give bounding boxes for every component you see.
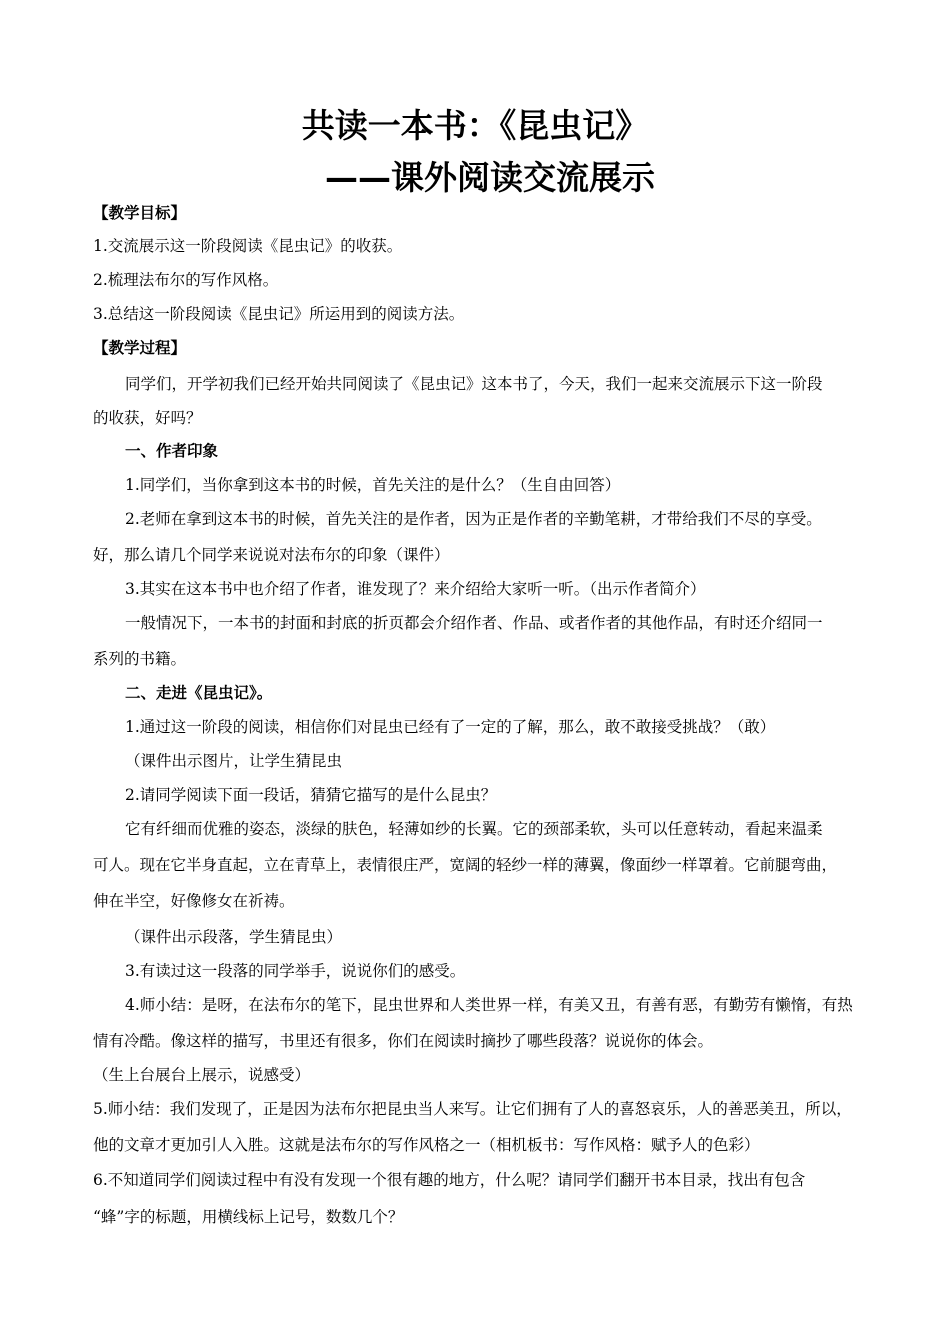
paragraph-line: 好，那么请几个同学来说说对法布尔的印象（课件）	[93, 546, 450, 564]
quote-line: 伸在半空，好像修女在祈祷。	[93, 892, 295, 910]
paragraph: 2.请同学阅读下面一段话，猜猜它描写的是什么昆虫？	[125, 786, 497, 804]
quote-line: 它有纤细而优雅的姿态，淡绿的肤色，轻薄如纱的长翼。它的颈部柔软，头可以任意转动，看起来温柔	[125, 820, 823, 838]
paragraph-line: 他的文章才更加引人入胜。这就是法布尔的写作风格之一（相机板书：写作风格：赋予人的色彩）	[93, 1136, 760, 1154]
paragraph-line: 一般情况下，一本书的封面和封底的折页都会介绍作者、作品、或者作者的其他作品，有时还介绍同一	[125, 614, 823, 632]
paragraph-note: （课件出示段落，学生猜昆虫）	[125, 928, 343, 946]
paragraph-line: 2.老师在拿到这本书的时候，首先关注的是作者，因为正是作者的辛勤笔耕，才带给我们不尽的享受。	[125, 510, 822, 528]
paragraph: 3.有读过这一段落的同学举手，说说你们的感受。	[125, 962, 466, 980]
goal-item: 1.交流展示这一阶段阅读《昆虫记》的收获。	[93, 237, 403, 255]
section-heading-insects: 二、走进《昆虫记》。	[125, 684, 273, 702]
section-heading-author: 一、作者印象	[125, 442, 219, 460]
paragraph: 1.同学们，当你拿到这本书的时候，首先关注的是什么？（生自由回答）	[125, 476, 621, 494]
intro-paragraph-line: 的收获，好吗？	[93, 409, 202, 427]
paragraph: 3.其实在这本书中也介绍了作者，谁发现了？来介绍给大家听一听。（出示作者简介）	[125, 580, 706, 598]
paragraph-line: 4.师小结：是呀，在法布尔的笔下，昆虫世界和人类世界一样，有美又丑，有善有恶，有勤劳有懒惰，有热	[125, 996, 853, 1014]
process-heading: 【教学过程】	[93, 339, 187, 357]
quote-line: 可人。现在它半身直起，立在青草上，表情很庄严，宽阔的轻纱一样的薄翼，像面纱一样罩着。它前腿弯曲，	[93, 856, 838, 874]
goals-heading: 【教学目标】	[93, 204, 187, 222]
paragraph-note: （生上台展台上展示，说感受）	[93, 1066, 311, 1084]
paragraph-line: “蜂”字的标题，用横线标上记号，数数几个？	[93, 1208, 404, 1226]
paragraph: 1.通过这一阶段的阅读，相信你们对昆虫已经有了一定的了解，那么，敢不敢接受挑战？（敢）	[125, 718, 776, 736]
goal-item: 3.总结这一阶段阅读《昆虫记》所运用到的阅读方法。	[93, 305, 465, 323]
paragraph-line: 6.不知道同学们阅读过程中有没有发现一个很有趣的地方，什么呢？请同学们翻开书本目录，找出有包含	[93, 1171, 806, 1189]
document-subtitle: ——课外阅读交流展示	[325, 158, 655, 197]
goal-item: 2.梳理法布尔的写作风格。	[93, 271, 279, 289]
document-title: 共读一本书：《昆虫记》	[301, 106, 649, 145]
paragraph-note: （课件出示图片，让学生猜昆虫	[125, 752, 343, 770]
intro-paragraph-line: 同学们，开学初我们已经开始共同阅读了《昆虫记》这本书了，今天，我们一起来交流展示下这一阶段	[125, 375, 823, 393]
paragraph-line: 情有冷酷。像这样的描写，书里还有很多，你们在阅读时摘抄了哪些段落？说说你的体会。	[93, 1032, 714, 1050]
paragraph-line: 5.师小结：我们发现了，正是因为法布尔把昆虫当人来写。让它们拥有了人的喜怒哀乐，人的善恶美丑，所以，	[93, 1100, 852, 1118]
paragraph-line: 系列的书籍。	[93, 650, 187, 668]
